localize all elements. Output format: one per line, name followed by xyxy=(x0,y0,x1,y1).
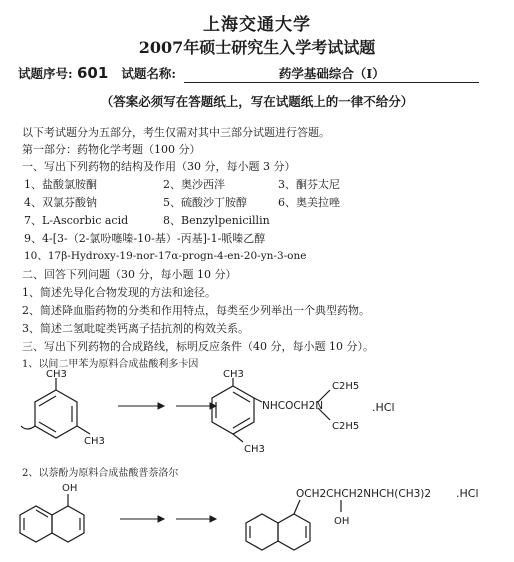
product2-oh: OH xyxy=(334,516,350,527)
propranolol-structure xyxy=(246,500,341,550)
scheme2-diagram xyxy=(0,478,514,560)
drug-item: 8、Benzylpenicillin xyxy=(163,214,270,227)
section1-heading: 一、写出下列药物的结构及作用（30 分，每小题 3 分） xyxy=(22,160,296,173)
question-item: 3、简述二氢吡啶类钙离子拮抗剂的构效关系。 xyxy=(22,322,249,335)
section2-heading: 二、回答下列问题（30 分，每小题 10 分） xyxy=(22,268,237,281)
drug-item: 4、双氯芬酸钠 xyxy=(24,196,97,209)
drug-item: 9、4-[3-（2-氯吩噻嗪-10-基）-丙基]-1-哌嗪乙醇 xyxy=(24,232,266,245)
drug-item: 3、酮芬太尼 xyxy=(278,178,340,191)
product-chain: NHCOCH2N xyxy=(262,400,324,412)
drug-item: 1、盐酸氯胺酮 xyxy=(24,178,97,191)
drug-item: 7、L-Ascorbic acid xyxy=(24,214,129,227)
serial-number: 601 xyxy=(76,64,109,82)
drug-item: 10、17β-Hydroxy-19-nor-17α-progn-4-en-20-yn-3-one xyxy=(24,250,307,262)
ethyl-bottom: C2H5 xyxy=(332,421,360,432)
subject-name: 药学基础综合（Ⅰ） xyxy=(184,64,479,83)
scheme1-diagram xyxy=(0,368,514,458)
drug-item: 6、奥美拉唑 xyxy=(278,196,340,209)
naphthol-structure xyxy=(20,494,84,542)
part1-heading: 第一部分：药物化学考题（100 分） xyxy=(22,143,201,156)
product-ch3-bottom: CH3 xyxy=(244,444,265,455)
synthesis-question-1: 1、以间二甲苯为原料合成盐酸利多卡因 xyxy=(22,359,199,370)
sm-oh: OH xyxy=(62,483,78,494)
drug-item: 2、奥沙西泮 xyxy=(163,178,225,191)
section3-heading: 三、写出下列药物的合成路线，标明反应条件（40 分，每小题 10 分）。 xyxy=(22,340,374,353)
reaction-arrows xyxy=(118,403,216,409)
hcl-salt-2: .HCl xyxy=(456,487,479,500)
university-name: 上海交通大学 xyxy=(203,15,311,35)
sm-ch3-top: CH3 xyxy=(46,369,67,380)
product2-chain: OCH2CHCH2NHCH(CH3)2 xyxy=(296,488,432,500)
m-xylene-structure xyxy=(21,378,90,438)
synthesis-question-2: 2、以萘酚为原料合成盐酸普萘洛尔 xyxy=(22,468,179,479)
serial-label: 试题序号: xyxy=(18,66,73,81)
exam-meta xyxy=(18,64,479,83)
drug-item: 5、硫酸沙丁胺醇 xyxy=(163,196,247,209)
question-item: 1、简述先导化合物发现的方法和途径。 xyxy=(22,286,216,299)
intro-line: 以下考试题分为五部分，考生仅需对其中三部分试题进行答题。 xyxy=(22,126,330,139)
product-ch3-top: CH3 xyxy=(223,369,244,380)
exam-title: 2007年硕士研究生入学考试试题 xyxy=(138,38,376,57)
hcl-salt: .HCl xyxy=(372,401,395,414)
reaction-arrows-2 xyxy=(120,516,216,522)
question-item: 2、简述降血脂药物的分类和作用特点，每类至少列举出一个典型药物。 xyxy=(22,304,370,317)
ethyl-top: C2H5 xyxy=(332,381,360,392)
answer-note: （答案必须写在答题纸上，写在试题纸上的一律不给分） xyxy=(100,94,414,109)
sm-ch3-bottom: CH3 xyxy=(84,436,105,447)
subject-label: 试题名称: xyxy=(121,66,176,81)
